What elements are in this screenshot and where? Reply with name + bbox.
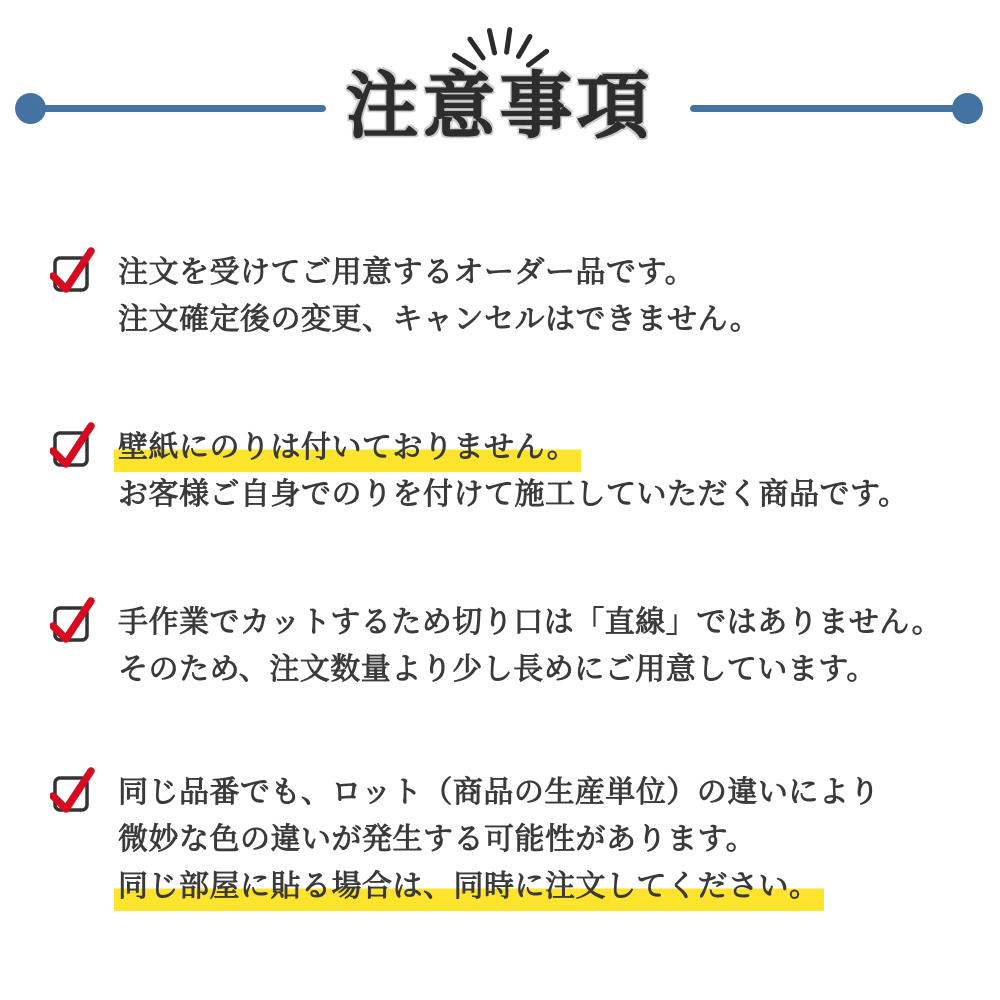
notice-line: 手作業でカットするため切り口は「直線」ではありません。	[118, 606, 943, 639]
checked-checkbox-icon	[50, 422, 96, 468]
notice-line-highlighted	[118, 424, 988, 471]
notice-line-highlighted	[118, 863, 988, 910]
checked-checkbox-icon	[50, 247, 96, 293]
checked-checkbox-icon	[50, 767, 96, 813]
notice-line: 注文確定後の変更、キャンセルはできません。	[118, 303, 761, 336]
title-rule-left	[32, 105, 326, 112]
notice-item-text	[118, 249, 988, 343]
notice-line: 同じ品番でも、ロット（商品の生産単位）の違いにより	[118, 776, 880, 809]
checked-checkbox-icon	[50, 597, 96, 643]
title-rule-dot-right	[952, 93, 983, 124]
page-title: 注意事項	[345, 67, 655, 147]
highlighted-text: 壁紙にのりは付いておりません。	[114, 431, 581, 472]
title-rule-right	[690, 105, 968, 112]
notice-line: お客様ご自身でのりを付けて施工していただく商品です。	[118, 478, 909, 511]
notice-line: 微妙な色の違いが発生する可能性があります。	[118, 823, 757, 856]
notice-item-text	[118, 424, 988, 518]
notice-line: そのため、注文数量より少し長めにご用意しています。	[118, 653, 877, 686]
notice-item-text	[118, 599, 988, 693]
notice-item-text	[118, 769, 988, 910]
highlighted-text: 同じ部屋に貼る場合は、同時に注文してください。	[114, 870, 824, 911]
notice-line: 注文を受けてご用意するオーダー品です。	[118, 256, 696, 289]
